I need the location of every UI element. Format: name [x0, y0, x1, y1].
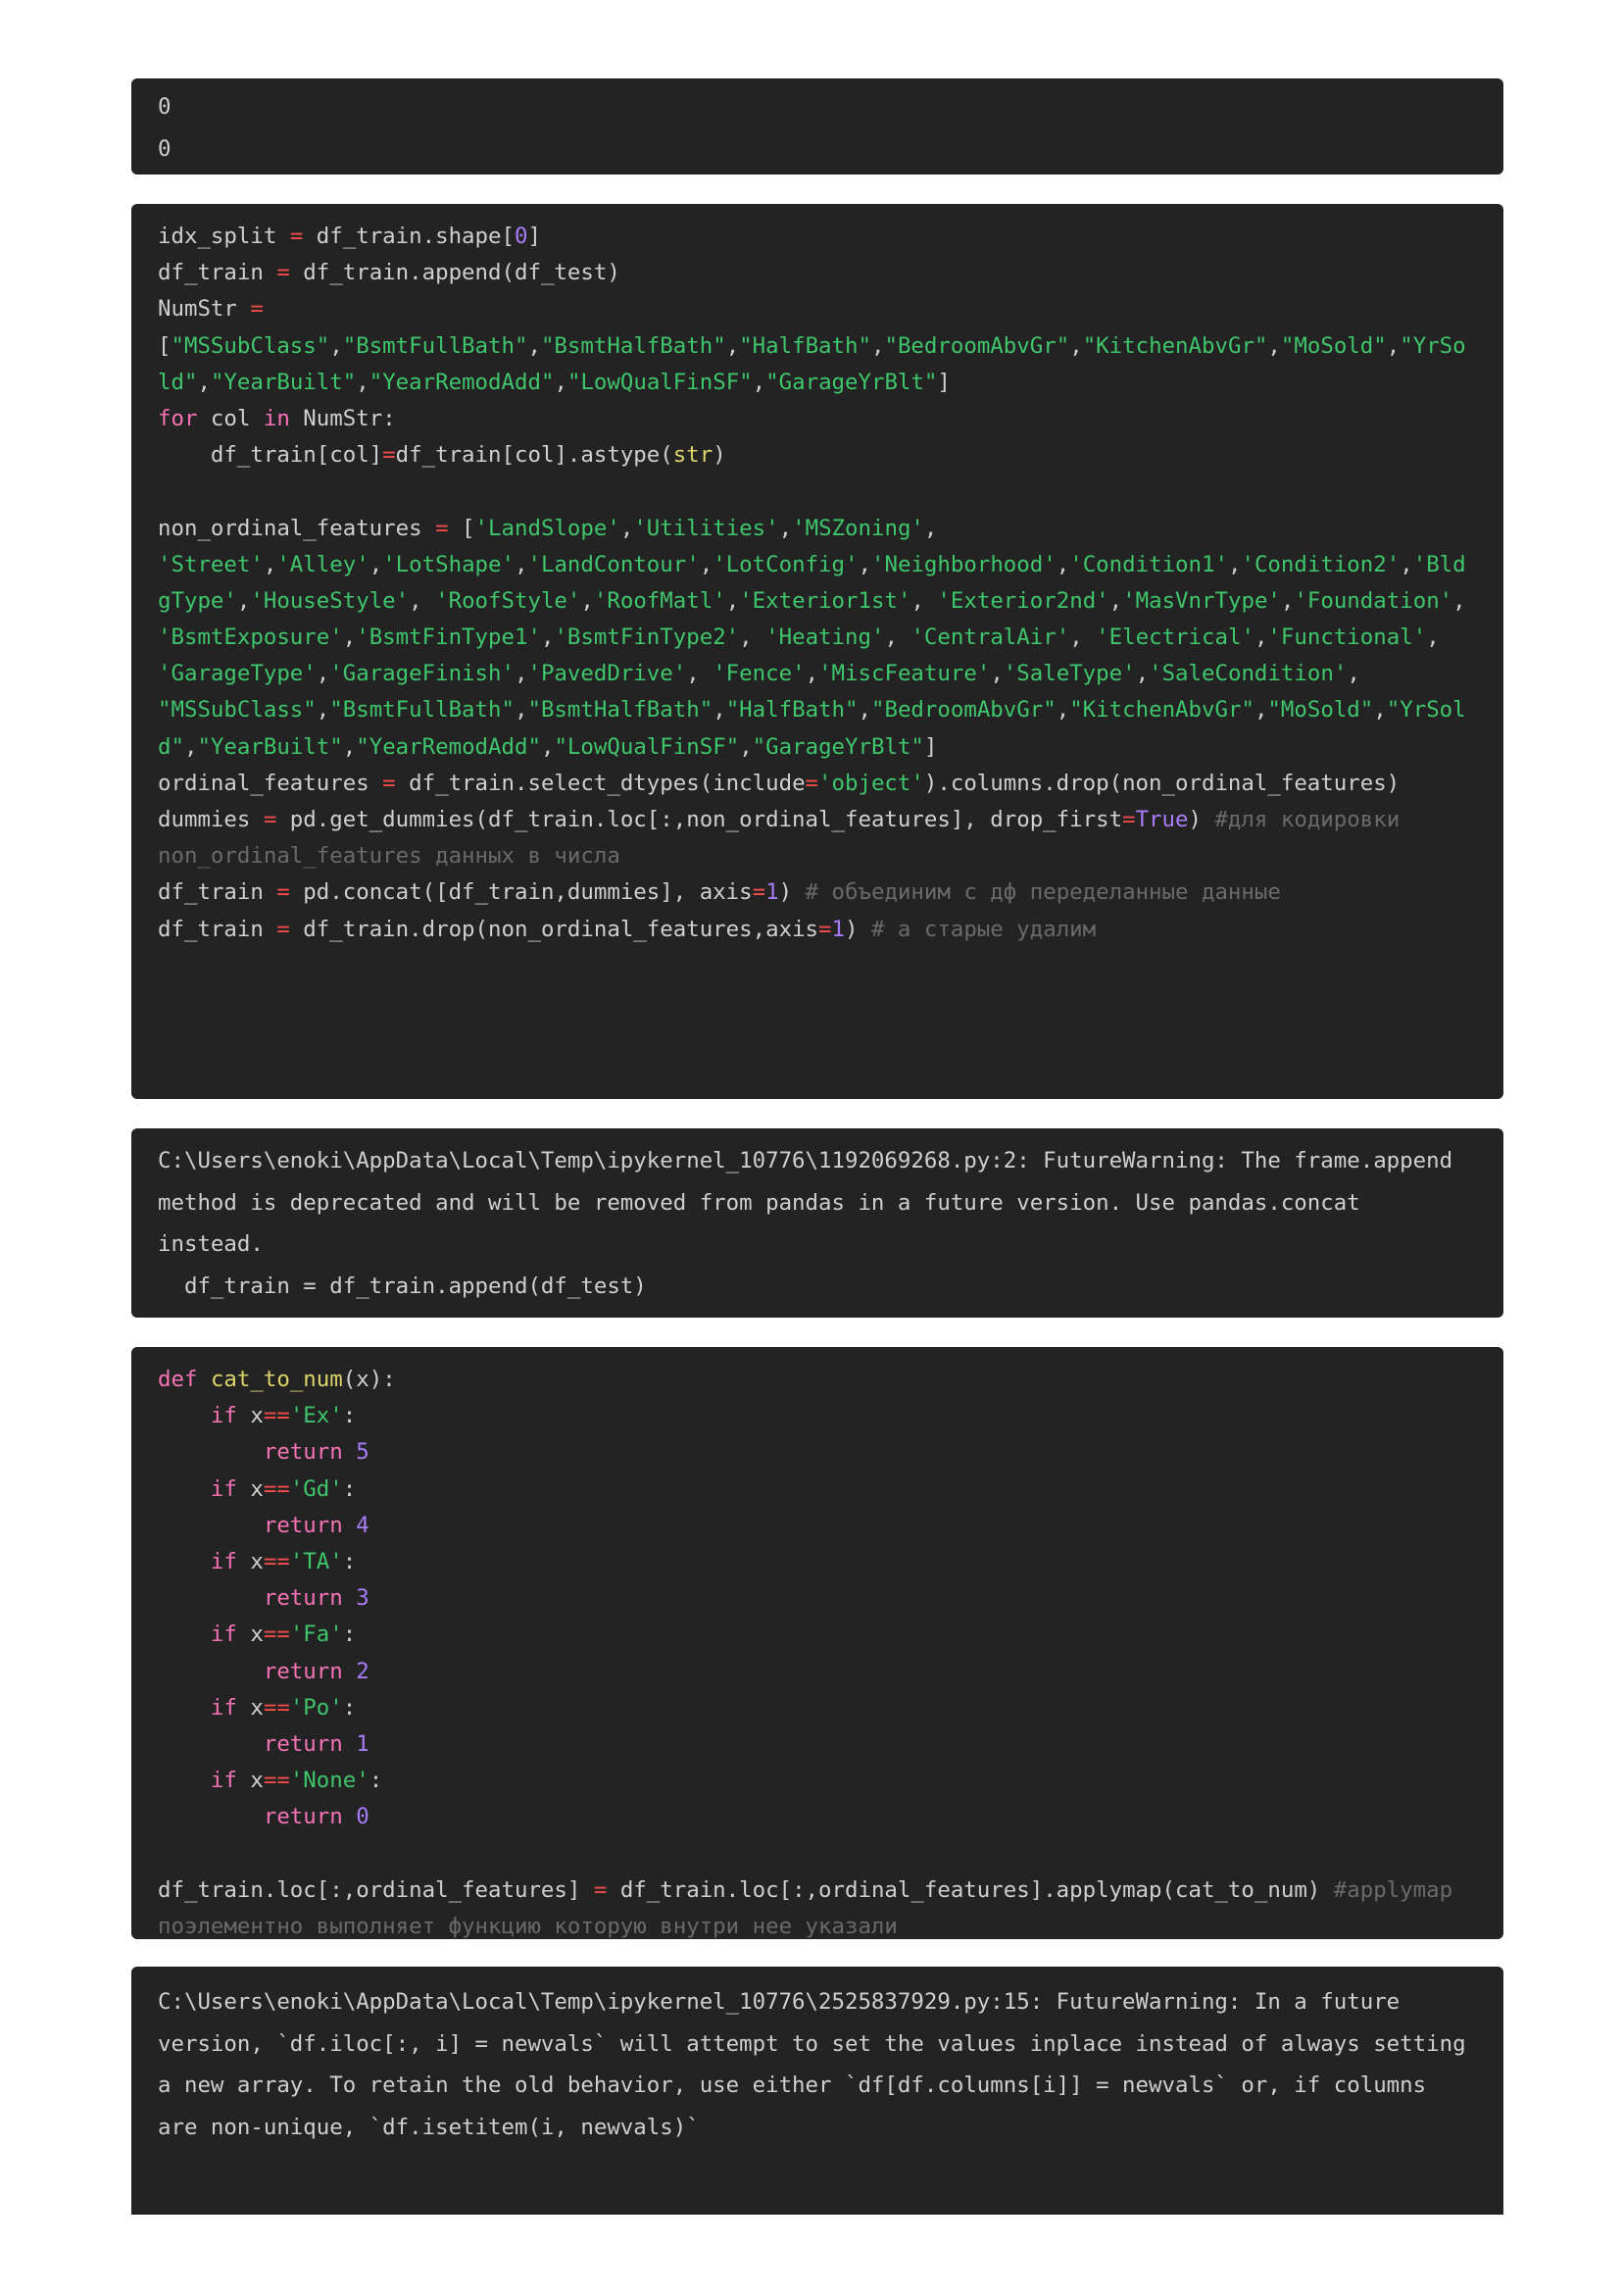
- code-text: col: [197, 405, 264, 431]
- keyword-token: return: [263, 1804, 343, 1830]
- code-text: ,: [515, 551, 528, 577]
- code-text: instead.: [158, 1231, 264, 1257]
- code-text: [343, 1585, 356, 1611]
- string-token: 'Neighborhood': [871, 551, 1057, 577]
- code-text: :: [342, 1548, 357, 1574]
- code-text: ): [845, 916, 871, 942]
- output-line: [158, 2065, 1477, 2107]
- code-text: pd.get_dummies(df_train.loc[:,non_ordinal_features], drop_first: [276, 807, 1123, 832]
- code-text: x: [236, 1475, 264, 1502]
- string-token: 'BsmtExposure': [158, 624, 343, 651]
- code-text: df_train.select_dtypes(include: [395, 770, 806, 796]
- code-text: ): [1188, 807, 1215, 832]
- code-line: [158, 1799, 1477, 1835]
- string-token: 'TA': [289, 1548, 343, 1574]
- keyword-token: return: [263, 1658, 343, 1684]
- code-text: x: [236, 1622, 264, 1648]
- operator-token: ==: [263, 1548, 290, 1574]
- code-text: :: [369, 1768, 383, 1794]
- string-token: "MSSubClass": [171, 332, 330, 359]
- code-text: ,: [197, 369, 211, 395]
- string-token: "BedroomAbvGr": [884, 332, 1070, 359]
- string-token: 'SaleType': [1003, 661, 1136, 687]
- string-token: 'PavedDrive': [527, 661, 687, 687]
- code-text: ,: [1254, 624, 1268, 651]
- operator-token: =: [818, 916, 832, 942]
- code-line: [158, 912, 1477, 948]
- code-text: [: [158, 332, 172, 359]
- output-line: [158, 1223, 1477, 1266]
- code-text: ]: [937, 369, 951, 395]
- comment-token: поэлементно выполняет функцию которую внутри нее указали: [158, 1913, 898, 1939]
- number-token: 0: [514, 224, 528, 249]
- code-text: ,: [1135, 661, 1150, 687]
- code-text: ,: [739, 624, 766, 651]
- string-token: "MSSubClass": [158, 697, 317, 724]
- code-text: df_train: [158, 260, 277, 286]
- code-text: :: [342, 1622, 357, 1648]
- code-cell-cat-to-num[interactable]: [131, 1347, 1503, 1939]
- code-text: method is deprecated and will be removed from pandas in a future version. Use pandas.concat: [158, 1189, 1360, 1216]
- string-token: 'Utilities': [633, 515, 779, 541]
- code-text: [158, 1439, 264, 1465]
- code-line: [158, 1617, 1477, 1653]
- comment-token: non_ordinal_features данных в числа: [158, 843, 620, 870]
- code-text: ,: [858, 551, 871, 577]
- keyword-token: return: [263, 1730, 343, 1757]
- code-text: ,: [805, 661, 819, 687]
- output-line: [158, 2023, 1477, 2066]
- code-text: ): [778, 879, 806, 906]
- keyword-token: if: [210, 1548, 237, 1574]
- code-text: ,: [183, 733, 198, 760]
- code-text: pd.concat([df_train,dummies], axis: [289, 879, 753, 906]
- comment-token: #для кодировки: [1214, 807, 1401, 832]
- code-text: ,: [858, 697, 871, 724]
- code-text: :: [342, 1475, 357, 1502]
- string-token: "YrSo: [1400, 332, 1466, 359]
- string-token: 'Gd': [289, 1475, 343, 1502]
- operator-token: ==: [263, 1475, 290, 1502]
- code-text: [158, 1695, 211, 1721]
- keyword-token: return: [263, 1585, 343, 1612]
- string-token: 'SaleCondition': [1149, 661, 1348, 687]
- code-line: [158, 1909, 1477, 1945]
- output-cell-iloc-warning: [131, 1967, 1503, 2215]
- code-text: [158, 1549, 211, 1574]
- code-text: x: [236, 1403, 264, 1429]
- string-token: "BsmtFullBath": [342, 332, 528, 359]
- code-text: 0: [158, 94, 172, 120]
- number-token: 1: [356, 1730, 369, 1757]
- code-text: df_train[col].astype(: [395, 442, 673, 469]
- string-token: 'HouseStyle': [250, 587, 410, 614]
- code-text: df_train.shape[: [303, 224, 515, 249]
- string-token: 'Alley': [276, 551, 369, 577]
- code-text: ,: [316, 661, 330, 687]
- code-text: ,: [342, 624, 357, 651]
- operator-token: =: [263, 807, 277, 832]
- code-text: ,: [580, 587, 594, 614]
- string-token: 'MasVnrType': [1122, 587, 1281, 614]
- number-token: 5: [356, 1439, 369, 1466]
- code-line: [158, 656, 1477, 692]
- operator-token: =: [276, 260, 290, 286]
- code-text: ,: [884, 624, 911, 651]
- keyword-token: def: [158, 1367, 198, 1392]
- code-text: ordinal_features: [158, 770, 383, 796]
- number-token: 2: [356, 1658, 369, 1684]
- output-line: [158, 1182, 1477, 1224]
- comment-token: # объединим с дф переделанные данные: [805, 879, 1281, 906]
- number-token: 4: [356, 1512, 369, 1538]
- string-token: 'Foundation': [1294, 587, 1453, 614]
- operator-token: ==: [263, 1768, 290, 1794]
- code-line: [158, 1763, 1477, 1799]
- string-token: 'CentralAir': [910, 624, 1070, 651]
- code-text: ,: [1069, 624, 1097, 651]
- operator-token: =: [382, 442, 396, 469]
- code-text: ,: [514, 661, 528, 687]
- output-line: [158, 86, 1477, 128]
- string-token: "YearRemodAdd": [369, 369, 555, 395]
- code-text: df_train.append(df_test): [289, 260, 620, 286]
- code-text: ,: [1069, 332, 1083, 359]
- output-cell-append-warning: [131, 1128, 1503, 1318]
- string-token: "BsmtHalfBath": [527, 697, 713, 724]
- string-token: 'LandSlope': [474, 515, 620, 541]
- code-text: x: [236, 1768, 264, 1794]
- string-token: 'RoofMatl': [593, 587, 726, 614]
- operator-token: =: [250, 296, 264, 323]
- code-line: [158, 474, 1477, 510]
- string-token: "YearRemodAdd": [356, 733, 541, 760]
- code-text: ,: [910, 587, 938, 614]
- code-text: ,: [1426, 624, 1440, 651]
- code-text: [158, 1585, 264, 1611]
- string-token: 'GarageType': [158, 661, 317, 687]
- code-text: [343, 1804, 356, 1829]
- string-token: "YrSol: [1386, 697, 1466, 724]
- code-text: idx_split: [158, 224, 290, 249]
- code-text: df_train: [158, 916, 277, 942]
- operator-token: =: [752, 879, 766, 906]
- keyword-token: if: [210, 1622, 237, 1648]
- code-text: (x):: [342, 1367, 396, 1392]
- operator-token: ==: [263, 1403, 290, 1429]
- code-cell-encoding[interactable]: [131, 204, 1503, 1099]
- output-line: [158, 128, 1477, 171]
- string-token: 'GarageFinish': [329, 661, 515, 687]
- code-line: [158, 255, 1477, 291]
- code-text: [343, 1659, 356, 1684]
- code-text: [: [448, 515, 475, 541]
- code-line: [158, 1362, 1477, 1398]
- code-text: ,: [713, 697, 726, 724]
- code-line: [158, 219, 1477, 255]
- output-line: [158, 1981, 1477, 2023]
- string-token: "BsmtHalfBath": [540, 332, 726, 359]
- string-token: 'Functional': [1267, 624, 1427, 651]
- output-line: [158, 1140, 1477, 1182]
- string-token: "BedroomAbvGr": [870, 697, 1057, 724]
- string-token: "HalfBath": [725, 697, 859, 724]
- string-token: 'object': [818, 770, 924, 796]
- code-text: ,: [236, 587, 251, 614]
- code-line: [158, 547, 1477, 583]
- code-text: ]: [923, 733, 938, 760]
- operator-token: ==: [263, 1694, 290, 1721]
- number-token: 3: [356, 1585, 369, 1612]
- code-text: ,: [739, 733, 753, 760]
- code-text: ,: [356, 369, 369, 395]
- code-line: [158, 1835, 1477, 1872]
- code-text: [158, 1513, 264, 1538]
- code-line: [158, 1654, 1477, 1690]
- code-text: C:\Users\enoki\AppData\Local\Temp\ipykernel_10776\2525837929.py:15: FutureWarning: In a future: [158, 1989, 1401, 2015]
- code-line: [158, 583, 1477, 620]
- string-token: 'MiscFeature': [818, 661, 991, 687]
- code-line: [158, 838, 1477, 874]
- code-text: df_train: [158, 879, 277, 906]
- code-text: non_ordinal_features: [158, 515, 436, 541]
- code-line: [158, 365, 1477, 401]
- code-text: ,: [514, 697, 528, 724]
- string-token: "BsmtFullBath": [329, 697, 515, 724]
- code-text: ,: [923, 515, 938, 541]
- string-token: "GarageYrBlt": [765, 369, 938, 395]
- string-token: 'Electrical': [1096, 624, 1254, 651]
- function-name-token: cat_to_num: [210, 1367, 343, 1392]
- code-line: [158, 874, 1477, 911]
- output-line: [158, 1266, 1477, 1308]
- operator-token: =: [382, 770, 396, 796]
- number-token: 1: [765, 879, 779, 906]
- operator-token: =: [593, 1876, 608, 1903]
- code-text: C:\Users\enoki\AppData\Local\Temp\ipykernel_10776\1192069268.py:2: FutureWarning: The frame.append: [158, 1148, 1453, 1173]
- code-line: [158, 511, 1477, 547]
- code-text: ,: [329, 332, 343, 359]
- code-text: version, `df.iloc[:, i] = newvals` will attempt to set the values inplace instead of always setting: [158, 2030, 1466, 2057]
- builtin-token: str: [672, 442, 713, 469]
- comment-token: #applymap: [1333, 1876, 1453, 1903]
- code-text: df_train.drop(non_ordinal_features,axis: [289, 916, 819, 942]
- code-text: ,: [316, 697, 330, 724]
- code-text: [197, 1367, 210, 1392]
- string-token: "YearBuilt": [197, 733, 343, 760]
- code-text: ,: [263, 551, 277, 577]
- code-text: ,: [725, 332, 740, 359]
- string-token: 'Street': [158, 551, 264, 577]
- code-text: ,: [342, 733, 357, 760]
- code-line: [158, 692, 1477, 728]
- number-token: True: [1135, 807, 1189, 832]
- code-text: :: [342, 1694, 357, 1721]
- code-line: [158, 620, 1477, 656]
- code-text: ,: [1227, 551, 1242, 577]
- code-text: dummies: [158, 807, 264, 832]
- code-text: df_train[col]: [158, 442, 383, 469]
- string-token: 'Bld: [1412, 551, 1466, 577]
- string-token: "YearBuilt": [210, 369, 357, 395]
- code-text: ,: [699, 551, 713, 577]
- code-text: [158, 1622, 211, 1647]
- code-line: [158, 1508, 1477, 1544]
- number-token: 0: [356, 1804, 369, 1830]
- code-text: ): [713, 442, 726, 469]
- code-text: [343, 1439, 356, 1465]
- code-text: ,: [540, 624, 555, 651]
- code-line: [158, 1580, 1477, 1617]
- code-text: ).columns.drop(non_ordinal_features): [923, 770, 1401, 796]
- string-token: 'Ex': [289, 1403, 343, 1429]
- code-line: [158, 729, 1477, 766]
- code-text: ,: [1056, 697, 1070, 724]
- operator-token: =: [805, 770, 819, 796]
- string-token: "LowQualFinSF": [566, 369, 753, 395]
- code-text: ,: [725, 587, 740, 614]
- code-line: [158, 291, 1477, 327]
- code-text: [158, 1731, 264, 1757]
- code-text: [158, 1768, 211, 1793]
- string-token: 'Po': [289, 1694, 343, 1721]
- code-text: ,: [1386, 332, 1401, 359]
- keyword-token: for: [158, 405, 198, 431]
- string-token: 'LotShape': [382, 551, 515, 577]
- code-text: a new array. To retain the old behavior, use either `df[df.columns[i]] = newvals` or, if columns: [158, 2072, 1427, 2098]
- code-text: [343, 1731, 356, 1757]
- string-token: 'Fa': [289, 1622, 343, 1648]
- code-text: ,: [619, 515, 634, 541]
- code-line: [158, 1398, 1477, 1434]
- code-text: [158, 1804, 264, 1829]
- string-token: d": [158, 733, 184, 760]
- string-token: 'Exterior1st': [739, 587, 911, 614]
- string-token: 'Exterior2nd': [937, 587, 1109, 614]
- code-text: ,: [554, 369, 567, 395]
- code-text: [343, 1513, 356, 1538]
- code-text: NumStr:: [289, 405, 396, 431]
- string-token: "KitchenAbvGr": [1069, 697, 1254, 724]
- string-token: 'RoofStyle': [435, 587, 581, 614]
- keyword-token: if: [210, 1475, 237, 1502]
- operator-token: =: [1122, 807, 1136, 832]
- code-text: ,: [527, 332, 541, 359]
- code-text: x: [236, 1548, 264, 1574]
- keyword-token: if: [210, 1694, 237, 1721]
- code-line: [158, 1472, 1477, 1508]
- code-text: ,: [778, 515, 793, 541]
- keyword-token: return: [263, 1512, 343, 1538]
- string-token: ld": [158, 369, 198, 395]
- string-token: "KitchenAbvGr": [1082, 332, 1268, 359]
- code-line: [158, 766, 1477, 802]
- code-text: [158, 1403, 211, 1428]
- code-text: ,: [752, 369, 766, 395]
- code-line: [158, 1544, 1477, 1580]
- code-text: [158, 1659, 264, 1684]
- code-text: df_train = df_train.append(df_test): [158, 1273, 647, 1299]
- code-text: ,: [1347, 661, 1360, 687]
- code-line: [158, 401, 1477, 437]
- string-token: 'MSZoning': [792, 515, 924, 541]
- string-token: 'Fence': [713, 661, 806, 687]
- string-token: 'None': [289, 1768, 369, 1794]
- code-text: ,: [1452, 587, 1466, 614]
- code-text: ,: [409, 587, 436, 614]
- code-line: [158, 1434, 1477, 1471]
- code-text: NumStr: [158, 296, 251, 323]
- string-token: "MoSold": [1280, 332, 1387, 359]
- code-text: ,: [1254, 697, 1268, 724]
- code-text: :: [342, 1403, 357, 1429]
- operator-token: =: [276, 879, 290, 906]
- operator-token: =: [276, 916, 290, 942]
- keyword-token: return: [263, 1439, 343, 1466]
- string-token: 'Condition1': [1069, 551, 1228, 577]
- keyword-token: if: [210, 1403, 237, 1429]
- string-token: 'BsmtFinType1': [356, 624, 541, 651]
- code-text: ,: [1400, 551, 1413, 577]
- code-text: 0: [158, 135, 172, 162]
- code-text: ,: [540, 733, 555, 760]
- code-text: df_train.loc[:,ordinal_features]: [158, 1876, 594, 1903]
- code-text: ,: [1056, 551, 1070, 577]
- code-text: x: [236, 1694, 264, 1721]
- string-token: "MoSold": [1267, 697, 1374, 724]
- output-cell-zeros: [131, 78, 1503, 175]
- number-token: 1: [831, 916, 845, 942]
- code-text: ,: [369, 551, 383, 577]
- code-text: df_train.loc[:,ordinal_features].applymap(cat_to_num): [607, 1876, 1334, 1903]
- keyword-token: in: [263, 405, 290, 431]
- string-token: 'BsmtFinType2': [554, 624, 740, 651]
- code-line: [158, 1872, 1477, 1909]
- operator-token: ==: [263, 1622, 290, 1648]
- string-token: 'LotConfig': [713, 551, 859, 577]
- code-text: ,: [990, 661, 1004, 687]
- code-text: ,: [1267, 332, 1281, 359]
- operator-token: =: [289, 224, 304, 249]
- string-token: 'LandContour': [527, 551, 700, 577]
- output-line: [158, 2107, 1477, 2149]
- operator-token: =: [435, 515, 449, 541]
- code-text: [158, 1476, 211, 1502]
- code-text: are non-unique, `df.isetitem(i, newvals)`: [158, 2114, 700, 2140]
- keyword-token: if: [210, 1768, 237, 1794]
- string-token: 'Condition2': [1241, 551, 1401, 577]
- code-line: [158, 1690, 1477, 1726]
- code-text: ,: [1280, 587, 1295, 614]
- string-token: gType': [158, 587, 237, 614]
- string-token: 'Heating': [765, 624, 885, 651]
- code-text: ,: [1108, 587, 1123, 614]
- code-text: ,: [870, 332, 885, 359]
- comment-token: # а старые удалим: [870, 916, 1097, 942]
- code-text: ,: [686, 661, 713, 687]
- code-text: ,: [1373, 697, 1387, 724]
- code-line: [158, 802, 1477, 838]
- code-line: [158, 328, 1477, 365]
- code-line: [158, 437, 1477, 474]
- code-line: [158, 1726, 1477, 1763]
- code-text: ]: [527, 224, 541, 249]
- string-token: "HalfBath": [739, 332, 871, 359]
- string-token: "LowQualFinSF": [554, 733, 740, 760]
- string-token: "GarageYrBlt": [752, 733, 924, 760]
